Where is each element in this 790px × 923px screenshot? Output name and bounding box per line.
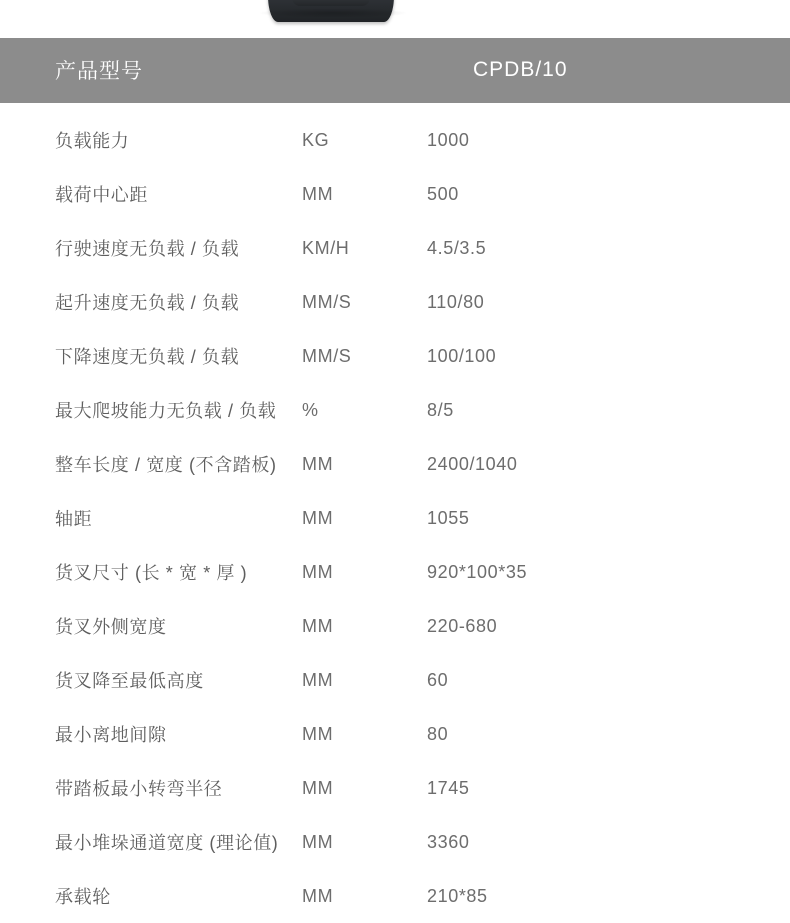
spec-unit: MM [302,491,427,545]
spec-name: 下降速度无负载 / 负载 [0,329,302,383]
spec-unit: KG [302,103,427,167]
spec-value: 2400/1040 [427,437,790,491]
table-row [0,103,790,167]
spec-value: 920*100*35 [427,545,790,599]
table-row [0,707,790,761]
spec-value: 1000 [427,103,790,167]
table-row [0,167,790,221]
spec-unit: MM [302,815,427,869]
spec-value: 80 [427,707,790,761]
table-row [0,491,790,545]
spec-unit: MM [302,707,427,761]
spec-unit: MM [302,437,427,491]
spec-unit: MM [302,545,427,599]
table-row [0,383,790,437]
spec-unit: % [302,383,427,437]
spec-name: 轴距 [0,491,302,545]
spec-value: 1055 [427,491,790,545]
spec-name: 带踏板最小转弯半径 [0,761,302,815]
spec-unit: MM [302,869,427,923]
spec-name: 最小离地间隙 [0,707,302,761]
spec-unit: MM [302,761,427,815]
spec-unit: MM/S [302,329,427,383]
spec-value: 110/80 [427,275,790,329]
table-row [0,221,790,275]
spec-name: 货叉外侧宽度 [0,599,302,653]
product-image [0,0,790,38]
spec-name: 承载轮 [0,869,302,923]
spec-value: 100/100 [427,329,790,383]
spec-name: 整车长度 / 宽度 (不含踏板) [0,437,302,491]
table-row [0,329,790,383]
spec-value: 210*85 [427,869,790,923]
spec-name: 最大爬坡能力无负载 / 负载 [0,383,302,437]
spec-name: 负载能力 [0,103,302,167]
spec-value: 220-680 [427,599,790,653]
spec-unit: MM [302,653,427,707]
spec-name: 货叉降至最低高度 [0,653,302,707]
spec-name: 起升速度无负载 / 负载 [0,275,302,329]
table-row [0,653,790,707]
spec-value: 1745 [427,761,790,815]
spec-name: 最小堆垛通道宽度 (理论值) [0,815,302,869]
table-row [0,545,790,599]
spec-value: 4.5/3.5 [427,221,790,275]
spec-name: 行驶速度无负载 / 负载 [0,221,302,275]
spec-name: 货叉尺寸 (长 * 宽 * 厚 ) [0,545,302,599]
spec-value: 500 [427,167,790,221]
header-cell-model-value: CPDB/10 [473,58,568,81]
product-photo-base [292,0,370,6]
table-row [0,869,790,923]
table-row [0,275,790,329]
spec-unit: MM [302,599,427,653]
table-header-row [0,38,790,103]
table-body [0,103,790,923]
spec-value: 8/5 [427,383,790,437]
spec-unit: MM [302,167,427,221]
table-row [0,761,790,815]
table-row [0,815,790,869]
product-photo-shadow [258,8,408,18]
header-cell-model-label: 产品型号 [55,60,143,83]
spec-value: 3360 [427,815,790,869]
table-row [0,437,790,491]
table-row [0,599,790,653]
header-cell-unit [302,38,427,103]
spec-value: 60 [427,653,790,707]
spec-unit: KM/H [302,221,427,275]
spec-unit: MM/S [302,275,427,329]
spec-name: 载荷中心距 [0,167,302,221]
specification-table [0,38,790,923]
